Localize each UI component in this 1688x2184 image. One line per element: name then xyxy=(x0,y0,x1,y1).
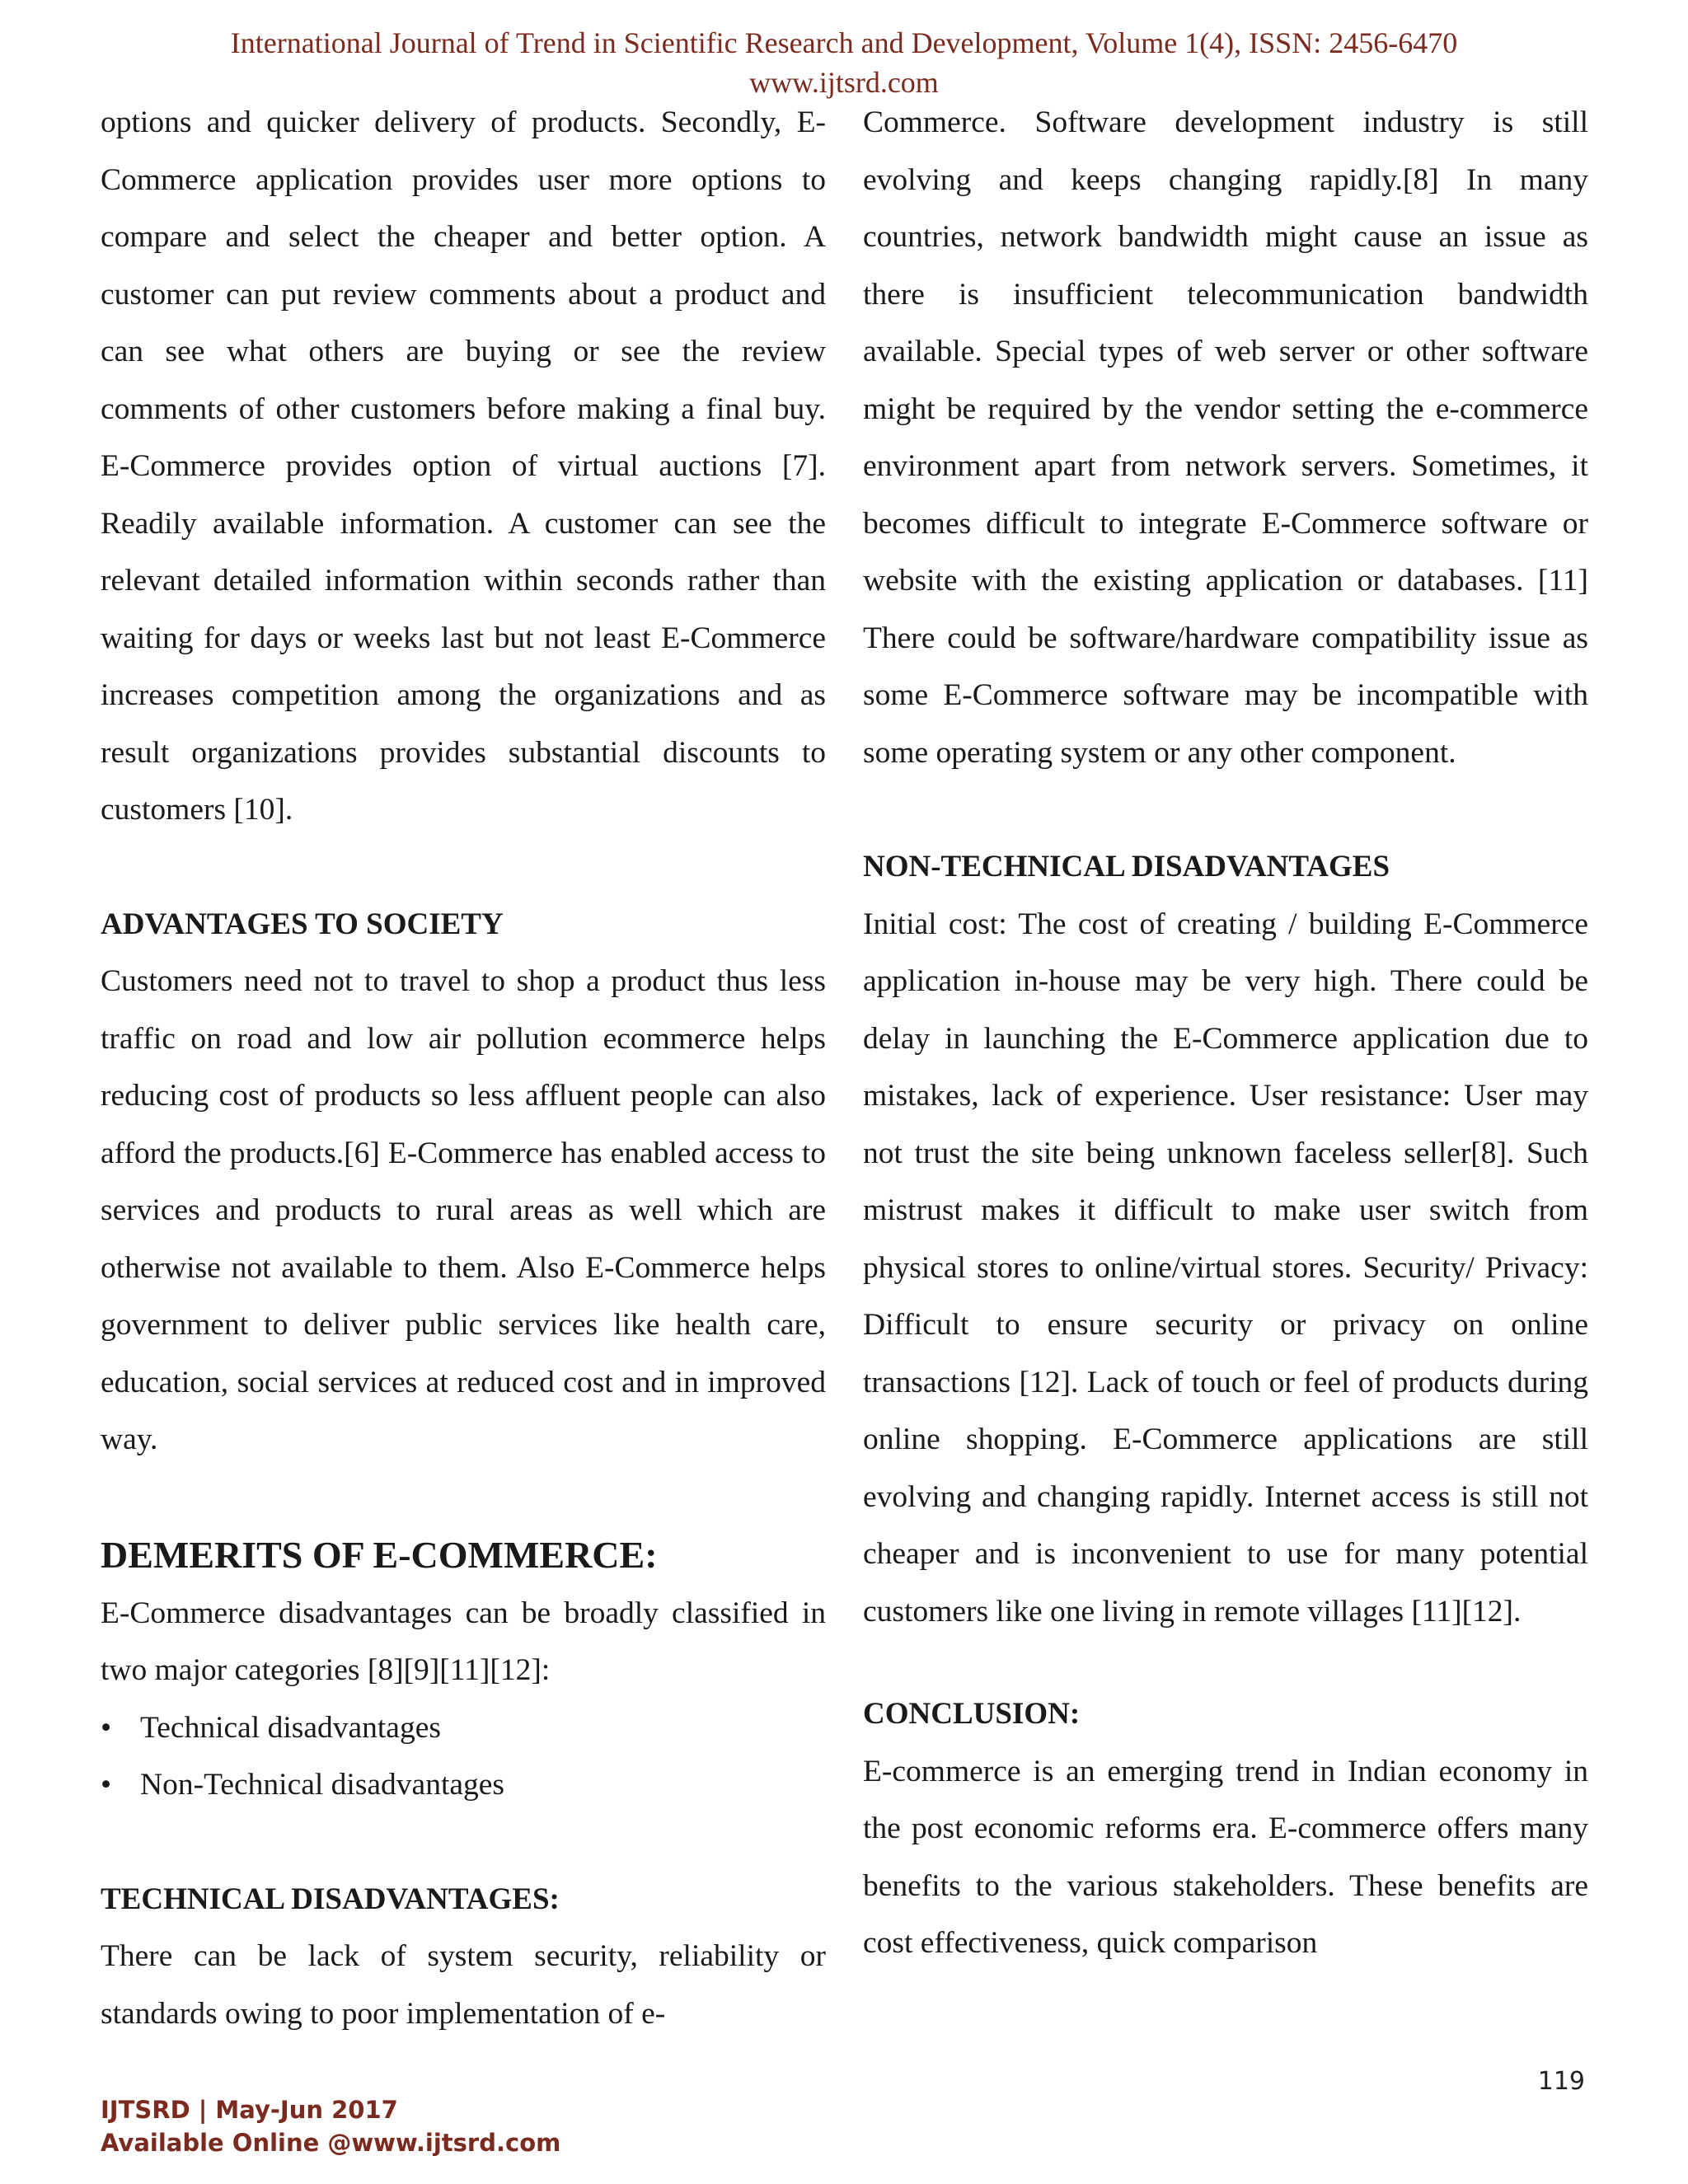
spacer xyxy=(863,781,1588,838)
spacer xyxy=(101,1814,826,1871)
advantages-paragraph: Customers need not to travel to shop a product thus less traffic on road and low air pollution ecommerce helps reducing cost of products so less affluent people can also afford the products.[6] E-Commerce has enabled access to services and products to rural areas as well which are otherwise not available to them. Also E-Commerce helps government to deliver public services like health care, education, social services at reduced cost and in improved way. xyxy=(101,964,826,1456)
advantages-heading: ADVANTAGES TO SOCIETY xyxy=(101,907,504,941)
footer-availability: Available Online @www.ijtsrd.com xyxy=(101,2129,561,2157)
disadvantage-categories-list xyxy=(101,1699,826,1814)
nontech-paragraph: Initial cost: The cost of creating / building E-Commerce application in-house may be very high. There could be delay in launching the E-Commerce application due to mistakes, lack of experience. User resistance: User may not trust the site being unknown faceless seller[8]. Such mistrust makes it difficult to make user switch from physical stores to online/virtual stores. Security/ Privacy: Difficult to ensure security or privacy on online transactions [12]. Lack of touch or feel of products during online shopping. E-Commerce applications are still evolving and changing rapidly. Internet access is still not cheaper and is inconvenient to use for many potential customers like one living in remote villages [11][12]. xyxy=(863,907,1588,1629)
conclusion-paragraph: E-commerce is an emerging trend in Indian economy in the post economic reforms era. E-commerce offers many benefits to the various stakeholders. These benefits are cost effectiveness, quick comparison xyxy=(863,1754,1588,1960)
technical-paragraph: There can be lack of system security, reliability or standards owing to poor implementation of e- xyxy=(101,1939,826,2031)
left-intro-paragraph: options and quicker delivery of products. Secondly, E-Commerce application provides user more options to compare and select the cheaper and better option. A customer can put review comments about a product and can see what others are buying or see the review comments of other customers before making a final buy. E-Commerce provides option of virtual auctions [7]. Readily available information. A customer can see the relevant detailed information within seconds rather than waiting for days or weeks last but not least E-Commerce increases competition among the organizations and as result organizations provides substantial discounts to customers [10]. xyxy=(101,105,826,827)
journal-url: www.ijtsrd.com xyxy=(749,66,939,99)
page-number: 119 xyxy=(1537,2067,1585,2096)
spacer xyxy=(101,839,826,896)
journal-title: International Journal of Trend in Scientific Research and Development, Volume 1(4), ISSN: 2456-6470 xyxy=(230,26,1458,59)
running-header xyxy=(0,23,1688,102)
list-item: • Non-Technical disadvantages xyxy=(101,1756,826,1814)
list-item: • Technical disadvantages xyxy=(101,1699,826,1757)
right-intro-paragraph: Commerce. Software development industry is still evolving and keeps changing rapidly.[8] In many countries, network bandwidth might cause an issue as there is insufficient telecommunication bandwidth available. Special types of web server or other software might be required by the vendor setting the e-commerce environment apart from network servers. Sometimes, it becomes difficult to integrate E-Commerce software or website with the existing application or databases. [11] There could be software/hardware compatibility issue as some E-Commerce software may be incompatible with some operating system or any other component. xyxy=(863,105,1588,770)
conclusion-heading: CONCLUSION: xyxy=(863,1697,1081,1731)
spacer xyxy=(863,1640,1588,1685)
right-column xyxy=(863,94,1588,1972)
page-footer xyxy=(101,2093,560,2159)
left-column xyxy=(101,94,826,2042)
footer-issue: IJTSRD | May-Jun 2017 xyxy=(101,2096,398,2124)
spacer xyxy=(101,1469,826,1526)
demerits-paragraph: E-Commerce disadvantages can be broadly classified in two major categories [8][9][11][12]: xyxy=(101,1596,826,1687)
nontech-heading: NON-TECHNICAL DISADVANTAGES xyxy=(863,850,1390,883)
demerits-heading: DEMERITS OF E-COMMERCE: xyxy=(101,1533,658,1576)
technical-heading: TECHNICAL DISADVANTAGES: xyxy=(101,1882,560,1916)
